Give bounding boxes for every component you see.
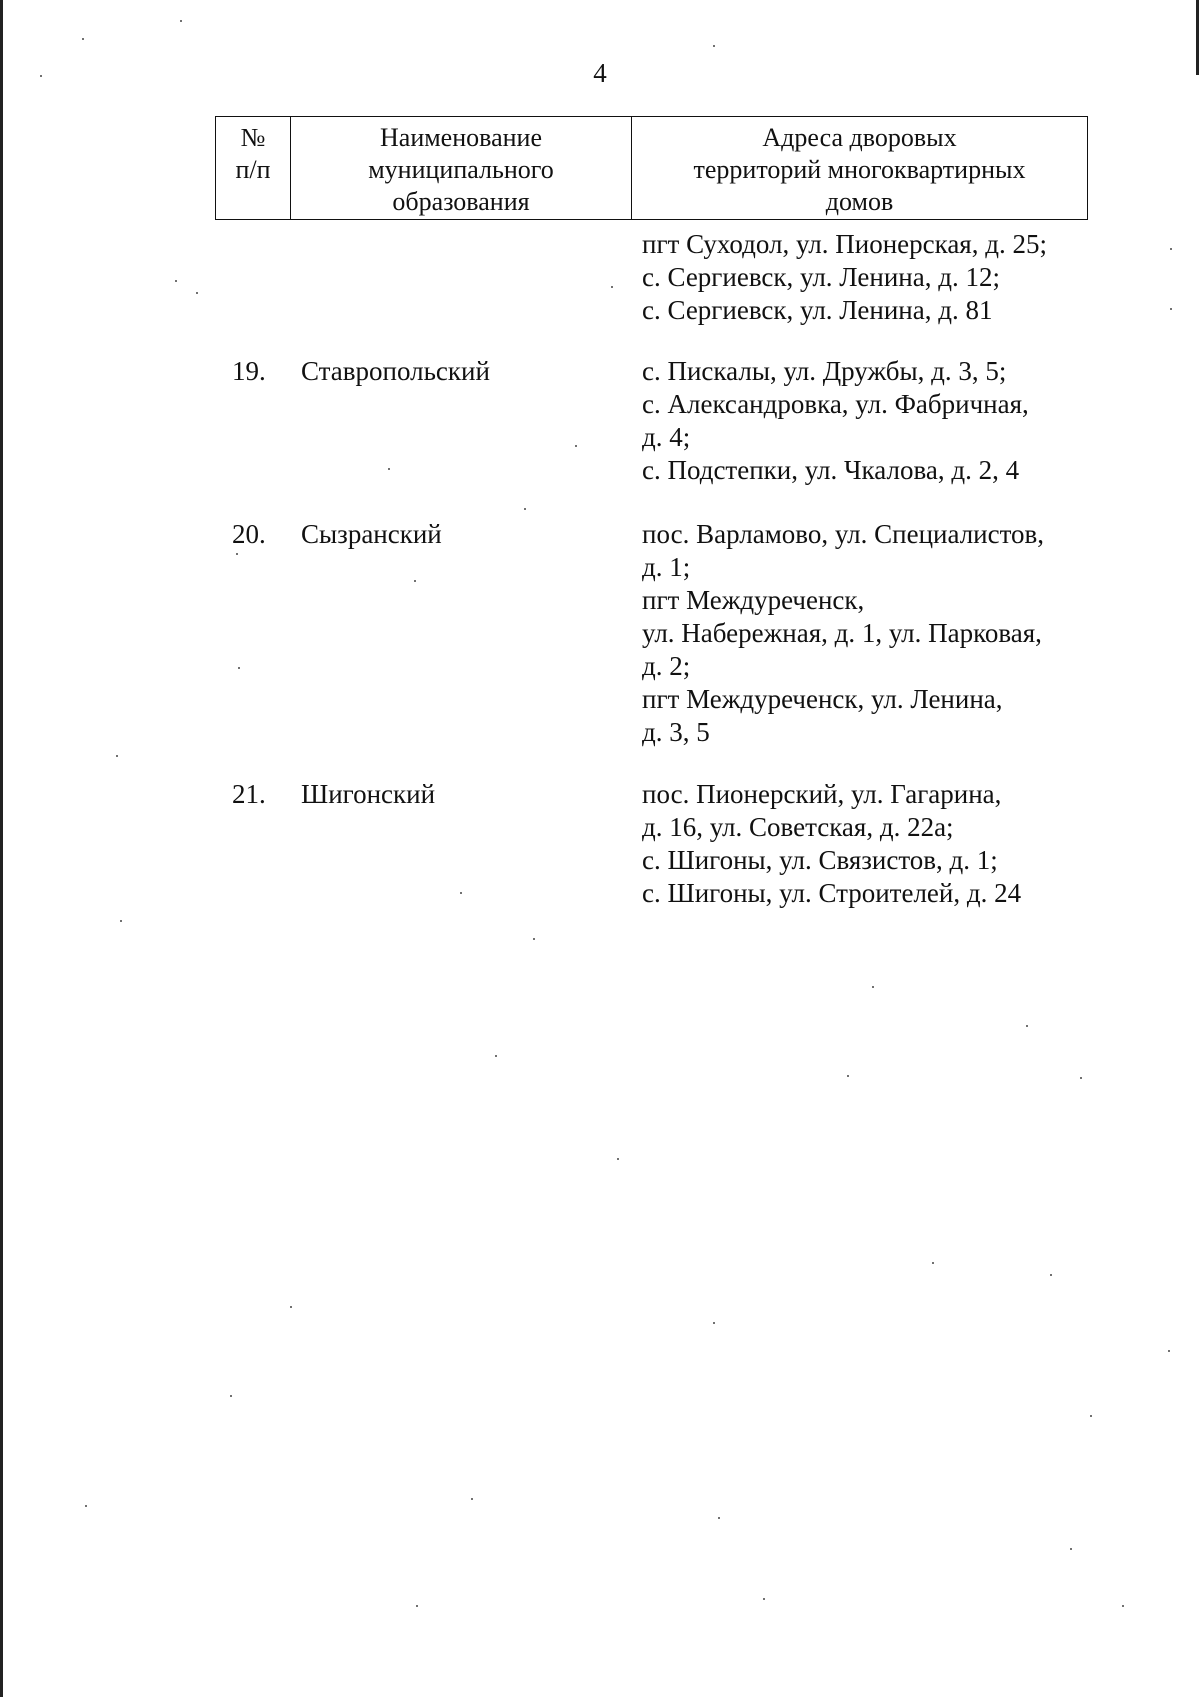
scan-speck bbox=[471, 1498, 473, 1500]
scan-speck bbox=[713, 1322, 715, 1324]
address-line: с. Подстепки, ул. Чкалова, д. 2, 4 bbox=[642, 455, 1020, 485]
scan-speck bbox=[1168, 1350, 1170, 1352]
address-cell bbox=[642, 778, 1102, 910]
scan-left-edge bbox=[0, 0, 3, 1697]
header-municipality-column bbox=[291, 117, 632, 219]
header-text: домов bbox=[825, 187, 894, 216]
header-address-column bbox=[632, 117, 1087, 219]
scan-speck bbox=[1090, 1415, 1092, 1417]
municipality-name: Шигонский bbox=[301, 779, 436, 809]
address-line: пос. Варламово, ул. Специалистов, bbox=[642, 519, 1045, 549]
header-text: территорий многоквартирных bbox=[693, 155, 1026, 184]
scan-speck bbox=[175, 280, 177, 282]
address-line: пгт Междуреченск, bbox=[642, 585, 865, 615]
scan-speck bbox=[416, 1605, 418, 1607]
scan-speck bbox=[932, 1262, 934, 1264]
scan-speck bbox=[718, 1517, 720, 1519]
address-line: д. 16, ул. Советская, д. 22а; bbox=[642, 812, 954, 842]
scan-speck bbox=[230, 1395, 232, 1397]
header-text: № bbox=[240, 123, 266, 152]
scan-speck bbox=[533, 938, 535, 940]
scan-speck bbox=[388, 468, 390, 470]
scan-speck bbox=[414, 580, 416, 582]
scan-speck bbox=[196, 292, 198, 294]
address-line: пгт Междуреченск, ул. Ленина, bbox=[642, 684, 1003, 714]
header-text: муниципального bbox=[368, 155, 554, 184]
scan-speck bbox=[1170, 248, 1172, 250]
address-line: с. Сергиевск, ул. Ленина, д. 81 bbox=[642, 295, 993, 325]
header-text: Адреса дворовых bbox=[762, 123, 957, 152]
scan-speck bbox=[575, 445, 577, 447]
address-line: с. Шигоны, ул. Строителей, д. 24 bbox=[642, 878, 1022, 908]
scan-speck bbox=[611, 286, 613, 288]
scan-speck bbox=[495, 1055, 497, 1057]
address-line: с. Шигоны, ул. Связистов, д. 1; bbox=[642, 845, 998, 875]
municipality-name: Ставропольский bbox=[301, 356, 490, 386]
scan-speck bbox=[872, 986, 874, 988]
address-line: д. 4; bbox=[642, 422, 691, 452]
scan-speck bbox=[763, 1598, 765, 1600]
scan-speck bbox=[1080, 1077, 1082, 1079]
scan-speck bbox=[40, 75, 42, 77]
address-line: ул. Набережная, д. 1, ул. Парковая, bbox=[642, 618, 1042, 648]
address-line: с. Александровка, ул. Фабричная, bbox=[642, 389, 1029, 419]
scan-speck bbox=[460, 892, 462, 894]
address-line: пгт Суходол, ул. Пионерская, д. 25; bbox=[642, 229, 1047, 259]
scan-speck bbox=[524, 508, 526, 510]
address-line: пос. Пионерский, ул. Гагарина, bbox=[642, 779, 1002, 809]
scan-speck bbox=[1070, 1548, 1072, 1550]
address-line: д. 2; bbox=[642, 651, 691, 681]
header-text: образования bbox=[392, 187, 530, 216]
table-header bbox=[215, 116, 1088, 220]
scan-speck bbox=[238, 667, 240, 669]
scan-speck bbox=[82, 38, 84, 40]
scan-speck bbox=[120, 920, 122, 922]
scan-speck bbox=[617, 1158, 619, 1160]
address-cell bbox=[642, 518, 1102, 749]
scan-speck bbox=[116, 755, 118, 757]
address-cell bbox=[642, 228, 1102, 327]
address-cell bbox=[642, 355, 1102, 487]
scan-speck bbox=[1050, 1274, 1052, 1276]
scan-speck bbox=[713, 45, 715, 47]
scan-speck bbox=[236, 553, 238, 555]
header-text: Наименование bbox=[380, 123, 542, 152]
address-line: д. 1; bbox=[642, 552, 691, 582]
page-number: 4 bbox=[593, 58, 607, 88]
row-number: 19. bbox=[232, 356, 266, 386]
scan-speck bbox=[1170, 308, 1172, 310]
row-number: 20. bbox=[232, 519, 266, 549]
address-line: с. Сергиевск, ул. Ленина, д. 12; bbox=[642, 262, 1000, 292]
address-line: с. Пискалы, ул. Дружбы, д. 3, 5; bbox=[642, 356, 1007, 386]
scan-speck bbox=[1026, 1025, 1028, 1027]
header-text: п/п bbox=[235, 155, 271, 184]
scan-speck bbox=[180, 20, 182, 22]
header-number-column bbox=[216, 117, 291, 219]
scan-speck bbox=[847, 1075, 849, 1077]
row-number: 21. bbox=[232, 779, 266, 809]
municipality-name: Сызранский bbox=[301, 519, 442, 549]
scan-speck bbox=[290, 1306, 292, 1308]
scan-speck bbox=[1122, 1605, 1124, 1607]
scan-speck bbox=[85, 1505, 87, 1507]
address-line: д. 3, 5 bbox=[642, 717, 710, 747]
